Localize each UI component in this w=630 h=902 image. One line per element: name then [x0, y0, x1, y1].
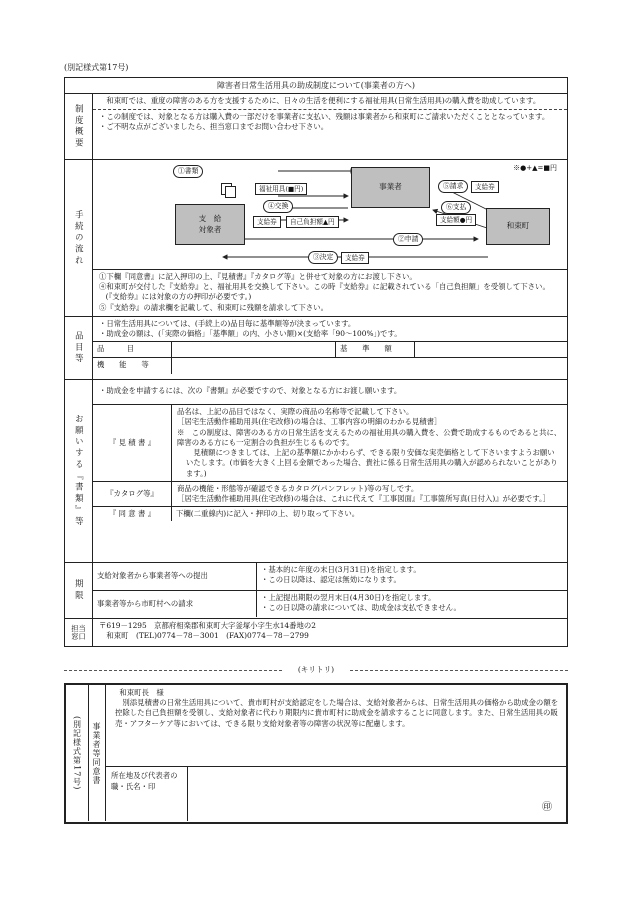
- hinmoku-heading-cell: [65, 317, 93, 380]
- diagram-legend-note: ※●+▲=■円: [513, 164, 557, 173]
- business-operator-box: 事業者: [351, 167, 430, 208]
- estimate-text-3: ※ この制度は、障害のある方の日常生活を支えるための福祉用具の購入費を、公費で助成するものであると共に、障害のある方にも一定割合の負担が生じるものです。: [177, 427, 562, 447]
- cut-here-label: (キリトリ): [297, 665, 335, 674]
- consent-side-label: (別記様式第17号): [72, 715, 82, 791]
- subsidy-amount-tag: 支給額●円: [436, 214, 476, 226]
- recipient-box: [175, 204, 245, 245]
- tetsuzuki-heading-cell: [65, 160, 93, 317]
- documents-table: [93, 404, 567, 521]
- consent-addressee: 和束町長 様: [119, 688, 164, 697]
- step1-documents-pill: ①書類: [173, 165, 203, 178]
- hinmoku-bullet-2: ・助成金の額は、(「実際の価格」「基準額」の内、小さい額)×(支給率「90～100%」)です。: [99, 329, 402, 339]
- recipient-box-top: 支 給: [198, 214, 222, 224]
- step5-invoice-pill: ⑤請求: [438, 180, 468, 193]
- function-label: 機 能 等: [93, 358, 172, 374]
- madoguchi-heading: 担当窓口: [71, 623, 86, 641]
- item-name-value[interactable]: [172, 342, 336, 358]
- seido-bullet-2: ・ご不明な点がございましたら、担当窓口までお問い合わせ下さい。: [99, 122, 329, 132]
- voucher-tag-left: 支給券: [253, 216, 281, 228]
- onegai-heading: お願いする『書類』等: [74, 414, 85, 528]
- voucher-tag-bottom: 支給券: [341, 252, 369, 264]
- catalog-text-2: ［居宅生活動作補助用具(住宅改修)の場合は、これに代えて『工事図面』『工事箇所写真(日付入)』が必要です。］: [177, 494, 551, 503]
- deadline-row1-text-1: ・基本的に年度の末日(3月31日)を指定します。: [261, 565, 421, 575]
- catalog-label: 『カタログ等』: [93, 481, 172, 506]
- voucher-tag-right: 支給券: [471, 181, 499, 193]
- consent-heading: 事業者等同意書: [92, 721, 102, 785]
- info-title: 障害者日常生活用具の助成制度について(事業者の方へ): [65, 78, 568, 94]
- seido-bullet-1: ・この制度では、対象となる方は購入費の一部だけを事業者に支払い、残額は事業者から和束町にご請求いただくこととなっています。: [99, 112, 550, 122]
- estimate-label: 『 見 積 書 』: [93, 405, 172, 482]
- hinmoku-heading: 品目等: [74, 330, 85, 366]
- document-icon: [225, 186, 236, 198]
- deadline-row1-text-2: ・この日以降は、認定は無効になります。: [261, 575, 401, 585]
- consent-heading-cell: [88, 685, 106, 821]
- cut-line-right: [350, 670, 568, 671]
- flow-diagram: [93, 160, 567, 269]
- flow-note-3: ⑤『支給券』の請求欄を記載して、和束町に残額を請求して下さい。: [99, 302, 328, 312]
- consent-sign-label: 所在地及び代表者の職・氏名・印: [106, 767, 188, 821]
- item-spec-table: [93, 341, 567, 374]
- onegai-intro: ・助成金を申請するには、次の『書類』が必要ですので、対象となる方にお渡し願います。: [99, 386, 402, 396]
- contact-phone-fax: 和束町 (TEL)0774－78－3001 (FAX)0774－78－2799: [106, 631, 309, 641]
- catalog-text-1: 商品の機能・形態等が確認できるカタログ(パンフレット)等の写しです。: [177, 483, 419, 493]
- item-name-label: 品 目: [93, 342, 172, 358]
- recipient-box-bottom: 対象者: [198, 224, 222, 234]
- step6-payment-pill: ⑥支払: [441, 201, 471, 214]
- deadline-row2-label: 事業者等から市町村への請求: [93, 590, 257, 617]
- hinmoku-bullet-1: ・日常生活用具については、(手続上の)品目毎に基準額等が決まっています。: [99, 319, 356, 329]
- kigen-heading-cell: [65, 563, 93, 619]
- self-payment-tag: 自己負担額▲円: [286, 216, 339, 228]
- madoguchi-heading-cell: [65, 619, 93, 647]
- step4-exchange-pill: ④交換: [263, 200, 293, 213]
- form-number-label: (別記様式第17号): [64, 63, 129, 72]
- deadline-row2-text-1: ・上記提出期限の翌月末日(4月30日)を指定します。: [261, 592, 436, 602]
- step2-application-pill: ②申請: [393, 233, 423, 246]
- seido-intro: 和束町では、重度の障害のある方を支援するために、日々の生活を便利にする福祉用具(日常生活用具)の購入費を助成しています。: [106, 96, 541, 106]
- step3-decision-pill: ③決定: [308, 251, 338, 264]
- deadline-row1-label: 支給対象者から事業者等への提出: [93, 563, 257, 590]
- wazuka-town-box: 和束町: [486, 208, 550, 245]
- consent-text: 下欄(二重線内)に記入・押印の上、切り取って下さい。: [172, 507, 568, 522]
- seido-heading-cell: [65, 94, 93, 160]
- function-value[interactable]: [172, 358, 568, 374]
- standard-amount-label: 基 準 額: [336, 342, 415, 358]
- estimate-text-1: 品名は、上記の品目ではなく、実際の商品の名称等で記載して下さい。: [177, 407, 414, 417]
- consent-side-label-cell: [66, 685, 89, 821]
- consent-label: 『 同 意 書 』: [93, 507, 172, 522]
- estimate-text-4: 見積額につきましては、上記の基準額にかかわらず、できる限り安価な実売価格として下さいますようお願いいたします。(市価を大きく上回る金額であった場合、貴社に係る日常生活用具の購入が認められないことがあります。): [185, 448, 558, 478]
- consent-sign-field[interactable]: [188, 767, 566, 821]
- estimate-text-2: ［居宅生活動作補助用具(住宅改修)の場合は、工事内容の明細のわかる見積書］: [177, 417, 442, 427]
- seal-mark-icon: ㊞: [542, 802, 552, 814]
- flow-note-1: ①下欄『同意書』に記入押印の上、『見積書』『カタログ等』と併せて対象の方にお渡し下さい。: [99, 272, 417, 282]
- welfare-goods-tag: 福祉用具(■円): [255, 183, 307, 195]
- contact-address: 〒619－1295 京都府相楽郡和束町大字釜塚小字生水14番地の2: [99, 621, 317, 631]
- deadline-table: [93, 563, 567, 617]
- flow-note-2: ④和束町が交付した『支給券』と、福祉用具を交換して下さい。この時『支給券』に記載されている「自己負担額」を受領して下さい。(『支給券』には対象の方の押印が必要です。): [99, 282, 550, 302]
- consent-form: [64, 683, 568, 824]
- tetsuzuki-heading: 手続の流れ: [74, 209, 85, 267]
- onegai-heading-cell: [65, 380, 93, 563]
- consent-body: 別添見積書の日常生活用具について、貴市町村が支給認定をした場合は、支給対象者からは、日常生活用具の価格から助成金の額を控除した自己負担額を受領し、支給対象者に代わり期限内に貴市町村に助成金を請求することに同意します。また、日常生活用具の販売・アフターケア等においては、できる限り支給対象者等の障害の状況等に配慮します。: [114, 698, 559, 728]
- seido-heading: 制度概要: [74, 103, 85, 150]
- deadline-row2-text-2: ・この日以降の請求については、助成金は支払できません。: [261, 602, 461, 612]
- kigen-heading: 期限: [74, 579, 85, 602]
- standard-amount-value[interactable]: [415, 342, 568, 358]
- info-table: [64, 77, 568, 647]
